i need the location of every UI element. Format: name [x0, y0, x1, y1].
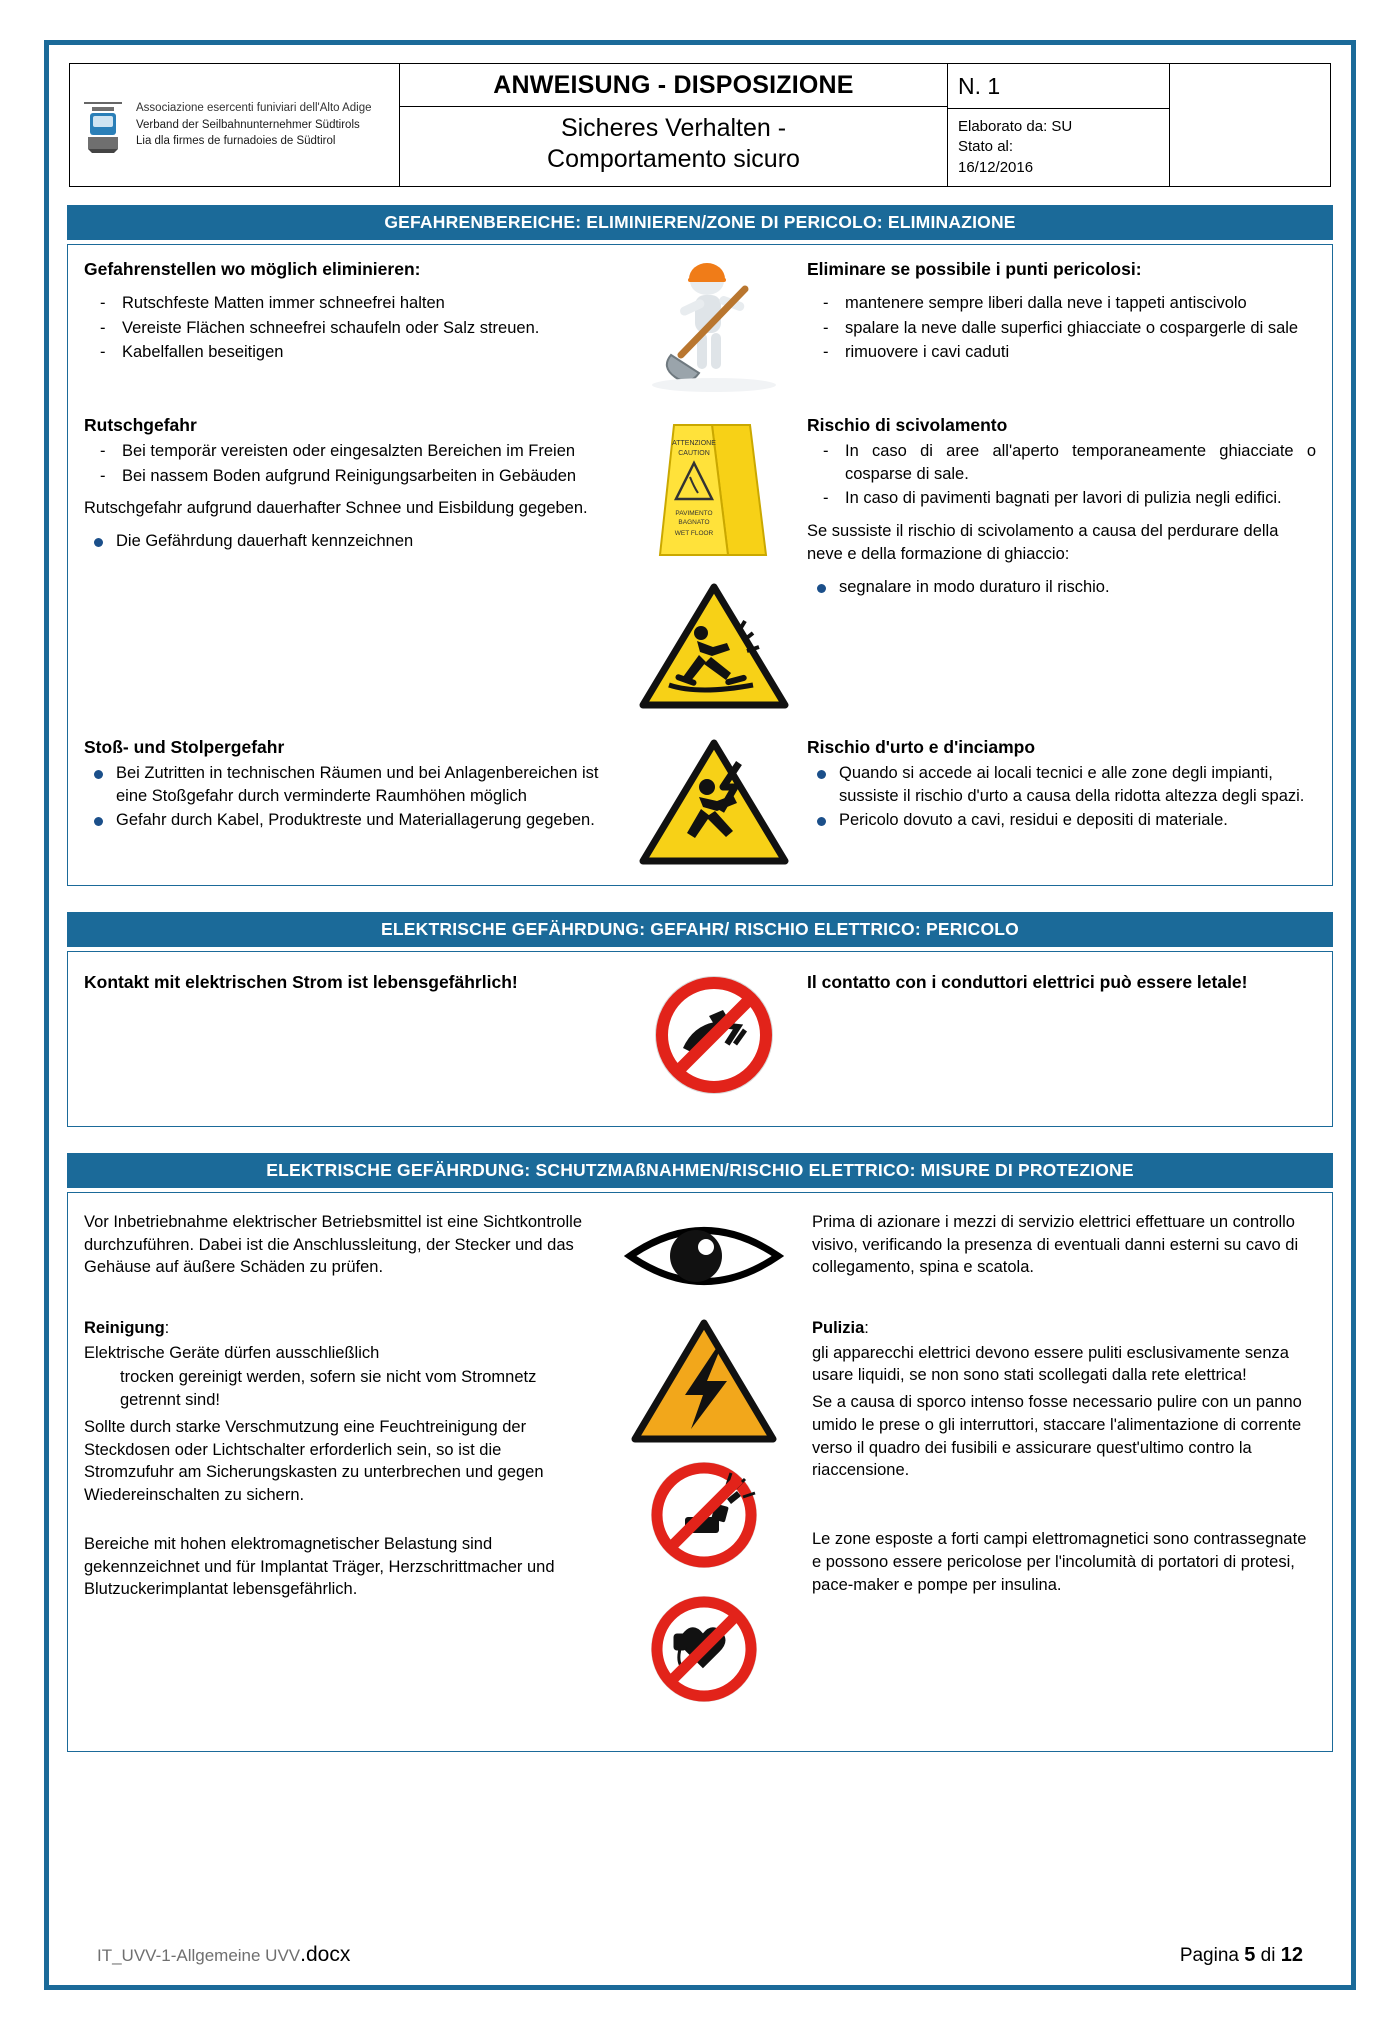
document-header-table — [69, 63, 1331, 187]
list-item: - In caso di aree all'aperto temporaneamente ghiacciate o cosparse di sale. — [807, 440, 1316, 486]
hazard-it-list-1 — [807, 292, 1316, 364]
list-item: Quando si accede ai locali tecnici e alle zone degli impianti, sussiste il rischio d'urto a causa della ridotta altezza degli spazi. — [807, 762, 1316, 808]
hazard-row-3 — [84, 737, 1316, 867]
electric-danger-text-de: Kontakt mit elektrischen Strom ist lebensgefährlich! — [84, 971, 518, 992]
electric-danger-col-de — [84, 970, 629, 1004]
svg-text:BAGNATO: BAGNATO — [678, 518, 710, 526]
page-label: Pagina — [1179, 1945, 1245, 1966]
hazard-de-bullets-3 — [84, 762, 619, 832]
electric-danger-img — [629, 970, 799, 1100]
footer-filename-text: IT_UVV-1-Allgemeine UVV — [97, 1946, 301, 1965]
document-subject-title — [400, 107, 947, 184]
high-voltage-warning-icon — [629, 1317, 779, 1445]
protection-de-head-2: Reinigung — [84, 1318, 165, 1337]
protection-img-col-2 — [604, 1317, 804, 1709]
colon: : — [164, 1318, 170, 1337]
svg-text:ATTENZIONE: ATTENZIONE — [672, 439, 716, 447]
document-number: N. 1 — [948, 64, 1169, 109]
header-meta-cell — [948, 64, 1170, 186]
meta-status-label: Stato al: — [958, 138, 1014, 156]
document-meta — [948, 109, 1169, 186]
protection-row-2 — [84, 1317, 1316, 1709]
meta-date: 16/12/2016 — [958, 158, 1034, 176]
hazard-col-de-2 — [84, 415, 629, 711]
electric-danger-row — [84, 970, 1316, 1100]
document-subject-de: Sicheres Verhalten - — [560, 114, 787, 142]
list-item: - rimuovere i cavi caduti — [807, 341, 1316, 364]
footer-pagination — [1180, 1944, 1303, 1967]
hazard-img-worker — [629, 259, 799, 399]
page-footer — [49, 1943, 1351, 1967]
hazard-row-2 — [84, 415, 1316, 711]
svg-text:PAVIMENTO: PAVIMENTO — [675, 509, 713, 517]
page-total: 12 — [1280, 1944, 1303, 1966]
list-item: - mantenere sempre liberi dalla neve i tappeti antiscivolo — [807, 292, 1316, 315]
page-of-label: di — [1255, 1945, 1281, 1966]
hazard-de-para-2: Rutschgefahr aufgrund dauerhafter Schnee und Eisbildung gegeben. — [84, 499, 588, 518]
protection-it-para-2a: gli apparecchi elettrici devono essere puliti esclusivamente senza usare liquidi, se non sono stati scollegati dalla rete elettrica! — [812, 1343, 1289, 1385]
electric-danger-col-it — [799, 970, 1316, 1004]
protection-de-para-1: Vor Inbetriebnahme elektrischer Betriebsmittel ist eine Sichtkontrolle durchzuführen. Dabei ist die Anschlussleitung, der Stecker und das Gehäuse auf äußere Schäden zu prüfen. — [84, 1212, 582, 1277]
footer-file-extension: .docx — [300, 1943, 351, 1966]
section-electric-danger-content — [67, 951, 1333, 1127]
hazard-col-it-1 — [799, 259, 1316, 399]
hazard-de-list-2 — [84, 440, 619, 488]
protection-col-it-1 — [804, 1211, 1316, 1301]
org-name-lines — [136, 100, 372, 150]
protection-row-1 — [84, 1211, 1316, 1301]
slip-hazard-sign-icon — [639, 581, 789, 711]
document-subject-it: Comportamento sicuro — [547, 145, 800, 174]
section-bar-electric-danger: ELEKTRISCHE GEFÄHRDUNG: GEFAHR/ RISCHIO ELETTRICO: PERICOLO — [67, 912, 1333, 947]
cable-car-logo-icon — [80, 97, 126, 153]
protection-de-para-3: Bereiche mit hohen elektromagnetischer Belastung sind gekennzeichnet und für Implantat Träger, Herzschrittmacher und Blutzuckerimplantat lebensgefährlich. — [84, 1534, 555, 1599]
hazard-it-head-1: Eliminare se possibile i punti pericolosi: — [807, 258, 1142, 279]
no-pacemaker-prohibition-icon — [639, 1589, 769, 1709]
wet-floor-sign-icon — [654, 415, 774, 565]
protection-de-para-2b: trocken gereinigt werden, sofern sie nicht vom Stromnetz getrennt sind! — [120, 1368, 537, 1410]
list-item: Die Gefährdung dauerhaft kennzeichnen — [84, 530, 619, 553]
list-item: - In caso di pavimenti bagnati per lavori di pulizia negli edifici. — [807, 487, 1316, 510]
section-hazard-zones-content — [67, 244, 1333, 886]
hazard-de-bullets-2 — [84, 530, 619, 553]
protection-it-para-2c: Se a causa di sporco intenso fosse necessario pulire con un panno umido le prese o gli interruttori, staccare l'alimentazione di corrente verso il quadro dei fusibili e assicurare quest'ultimo contro la riaccensione. — [812, 1393, 1302, 1480]
hazard-row-1 — [84, 259, 1316, 399]
hazard-it-head-3: Rischio d'urto e d'inciampo — [807, 736, 1036, 757]
list-item: - Bei temporär vereisten oder eingesalzten Bereichen im Freien — [84, 440, 619, 463]
section-bar-electric-protection: ELEKTRISCHE GEFÄHRDUNG: SCHUTZMAßNAHMEN/RISCHIO ELETTRICO: MISURE DI PROTEZIONE — [67, 1153, 1333, 1188]
protection-de-para-2a: Elektrische Geräte dürfen ausschließlich — [84, 1343, 380, 1362]
electric-danger-text-it: Il contatto con i conduttori elettrici può essere letale! — [807, 971, 1248, 992]
page-frame — [44, 40, 1356, 1990]
list-item: - spalare la neve dalle superfici ghiacciate o cospargerle di sale — [807, 317, 1316, 340]
hazard-de-list-1 — [84, 292, 619, 364]
no-touch-electric-prohibition-icon — [649, 970, 779, 1100]
svg-text:WET FLOOR: WET FLOOR — [674, 529, 714, 537]
list-item: - Rutschfeste Matten immer schneefrei halten — [84, 292, 619, 315]
list-item: Bei Zutritten in technischen Räumen und bei Anlagenbereichen ist eine Stoßgefahr durch verminderte Raumhöhen möglich — [84, 762, 619, 808]
org-line-lld: Lia dla firmes de furnadoies de Südtirol — [136, 135, 336, 148]
svg-text:CAUTION: CAUTION — [678, 449, 710, 457]
electric-shock-hazard-sign-icon — [639, 737, 789, 867]
section-bar-hazard-zones: GEFAHRENBEREICHE: ELIMINIEREN/ZONE DI PERICOLO: ELIMINAZIONE — [67, 205, 1333, 240]
colon: : — [864, 1318, 869, 1337]
hazard-img-col-2 — [629, 415, 799, 711]
list-item: Pericolo dovuto a cavi, residui e depositi di materiale. — [807, 809, 1316, 832]
shoveling-worker-image — [619, 259, 809, 399]
protection-it-head-2: Pulizia — [812, 1318, 865, 1337]
hazard-col-it-2 — [799, 415, 1316, 711]
protection-col-it-2 — [804, 1317, 1316, 1709]
list-item: segnalare in modo duraturo il rischio. — [807, 576, 1316, 599]
meta-author: Elaborato da: SU — [958, 118, 1073, 135]
protection-de-head-2-wrap — [84, 1317, 594, 1340]
no-water-spray-prohibition-icon — [639, 1455, 769, 1575]
hazard-img-col-3 — [629, 737, 799, 867]
hazard-it-list-2 — [807, 440, 1316, 510]
hazard-col-de-1 — [84, 259, 629, 399]
hazard-de-head-2: Rutschgefahr — [84, 414, 197, 435]
protection-img-eye — [604, 1211, 804, 1301]
document-type-title: ANWEISUNG - DISPOSIZIONE — [400, 64, 947, 107]
hazard-it-para-2: Se sussiste il rischio di scivolamento a causa del perdurare della neve e della formazione di ghiaccio: — [807, 522, 1279, 563]
list-item: - Vereiste Flächen schneefrei schaufeln oder Salz streuen. — [84, 317, 619, 340]
hazard-col-it-3 — [799, 737, 1316, 867]
hazard-it-bullets-3 — [807, 762, 1316, 832]
protection-de-para-2c: Sollte durch starke Verschmutzung eine Feuchtreinigung der Steckdosen oder Lichtschalter erforderlich sein, so ist die Stromzufuhr am Sicherungskasten zu unterbrechen und gegen Wiedereinschalten zu sichern. — [84, 1417, 544, 1505]
hazard-it-head-2: Rischio di scivolamento — [807, 414, 1008, 435]
protection-it-para-3: Le zone esposte a forti campi elettromagnetici sono contrassegnate e possono essere pericolose per l'incolumità di portatori di protesi, pace-maker e pompe per insulina. — [812, 1530, 1307, 1594]
header-logo-cell — [70, 64, 400, 186]
list-item: Gefahr durch Kabel, Produktreste und Materiallagerung gegeben. — [84, 809, 619, 832]
hazard-de-head-1: Gefahrenstellen wo möglich eliminieren: — [84, 258, 421, 279]
protection-col-de-1 — [84, 1211, 604, 1301]
header-title-cell — [400, 64, 948, 186]
org-line-it: Associazione esercenti funiviari dell'Alto Adige — [136, 101, 372, 114]
hazard-it-bullets-2 — [807, 576, 1316, 599]
org-line-de: Verband der Seilbahnunternehmer Südtirols — [136, 118, 360, 131]
hazard-col-de-3 — [84, 737, 629, 867]
page-number: 5 — [1244, 1944, 1256, 1966]
list-item: - Bei nassem Boden aufgrund Reinigungsarbeiten in Gebäuden — [84, 465, 619, 488]
visual-inspection-eye-icon — [624, 1211, 784, 1301]
header-blank-cell — [1170, 64, 1330, 186]
list-item: - Kabelfallen beseitigen — [84, 341, 619, 364]
protection-it-head-2-wrap — [812, 1317, 1316, 1340]
protection-it-para-1: Prima di azionare i mezzi di servizio elettrici effettuare un controllo visivo, verificando la presenza di eventuali danni esterni su cavo di collegamento, spina e scatola. — [812, 1212, 1299, 1277]
hazard-de-head-3: Stoß- und Stolpergefahr — [84, 736, 285, 757]
protection-col-de-2 — [84, 1317, 604, 1709]
footer-filename — [97, 1943, 350, 1967]
section-electric-protection-content — [67, 1192, 1333, 1752]
